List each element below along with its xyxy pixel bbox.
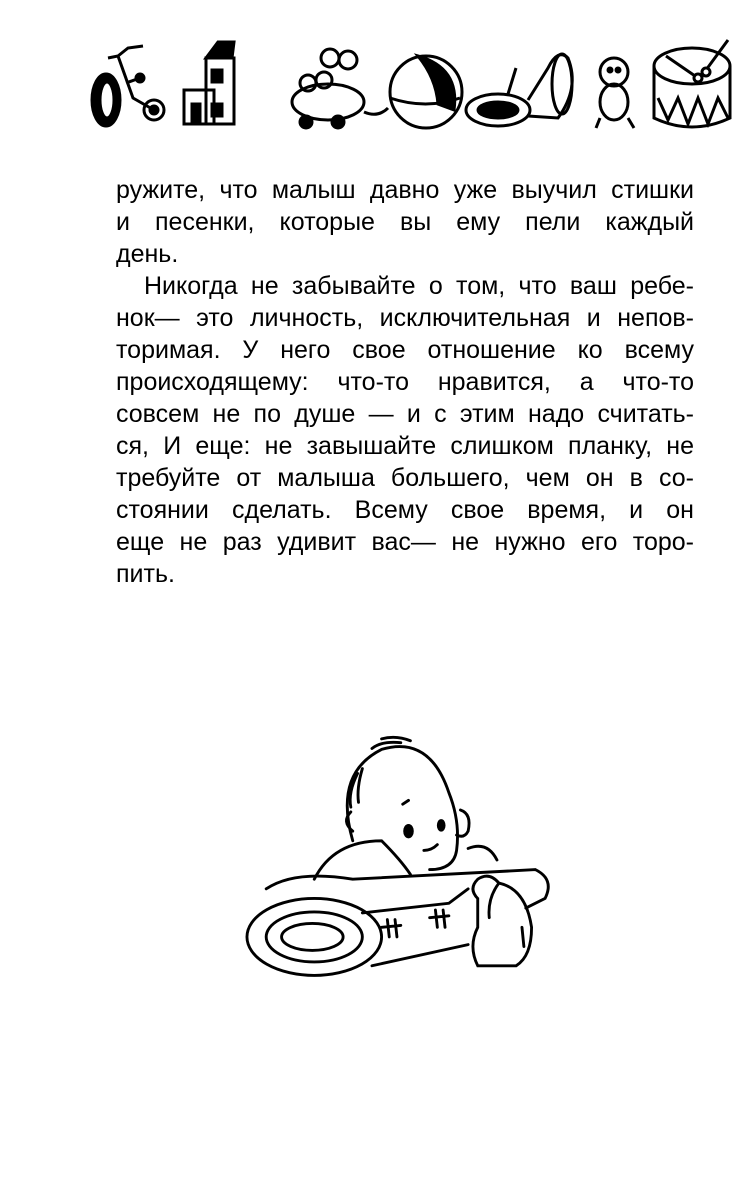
- text-line: нок— это личность, исключительная и непов-: [116, 304, 694, 332]
- text-line: и песенки, которые вы ему пели каждый: [116, 208, 694, 236]
- text-line: стоянии сделать. Всему свое время, и он: [116, 496, 694, 524]
- baby-head: [347, 747, 457, 870]
- text-line: требуйте от малыша большего, чем он в со-: [116, 464, 694, 492]
- ball-icon: [390, 56, 462, 128]
- body-text: [116, 174, 694, 590]
- paragraph-1: [116, 174, 694, 270]
- tuba-icon: [466, 54, 572, 126]
- toy-house-icon: [184, 42, 234, 124]
- text-line: Никогда не забывайте о том, что ваш ребе-: [144, 272, 694, 300]
- toy-elephant: [473, 876, 532, 966]
- text-line: пить.: [116, 560, 175, 588]
- header-toys-ornament: [88, 38, 734, 130]
- teddy-bear-icon: [596, 58, 634, 128]
- text-line: ружите, что малыш давно уже выучил стишки: [116, 176, 694, 204]
- drum-icon: [654, 40, 730, 127]
- wind-up-mouse-icon: [292, 49, 388, 128]
- paragraph-2: [116, 270, 694, 590]
- text-line: день.: [116, 240, 179, 268]
- text-line: происходящему: что-то нравится, а что-то: [116, 368, 694, 396]
- text-line: еще не раз удивит вас— не нужно его торо-: [116, 528, 694, 556]
- text-line: ся, И еще: не завышайте слишком планку, не: [116, 432, 694, 460]
- text-line: торимая. У него свое отношение ко всему: [116, 336, 694, 364]
- text-line: совсем не по душе — и с этим надо считать-: [116, 400, 694, 428]
- tricycle-icon: [92, 46, 164, 126]
- baby-illustration: [236, 735, 556, 985]
